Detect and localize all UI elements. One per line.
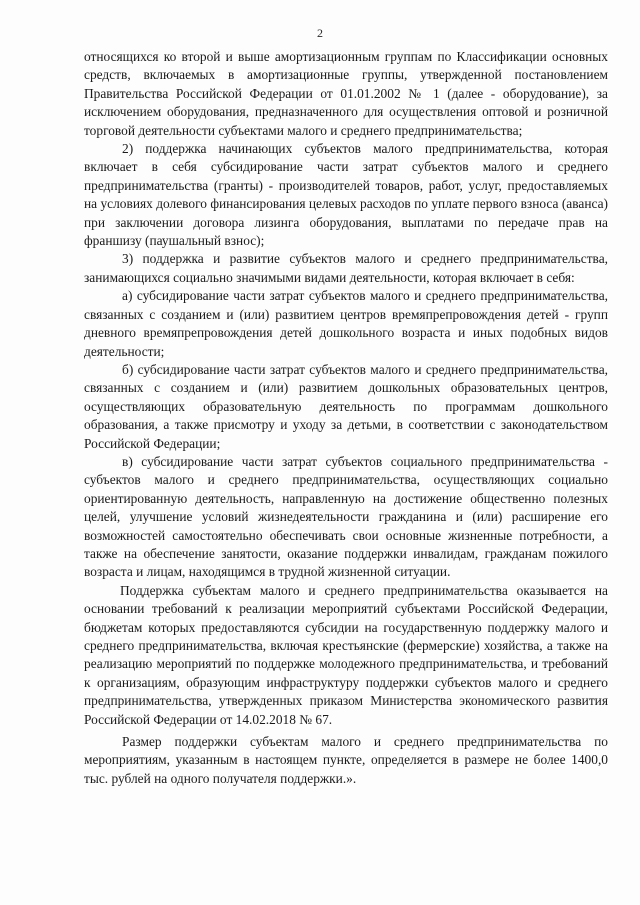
paragraph-subitem-b: б) субсидирование части затрат субъектов малого и среднего предпринимательства, связанных с созданием и (или) развитием дошкольных образовательных центров, осуществляющих образовательную деятельность по программам дошкольного образования, а также присмотру и уходу за детьми, в соответствии с законодательством Российской Федерации;	[84, 361, 608, 451]
paragraph-item-2: 2) поддержка начинающих субъектов малого предпринимательства, которая включает в себя субсидирование части затрат субъектов малого и среднего предпринимательства (гранты) - производителей товаров, работ, услуг, предоставляемых на условиях долевого финансирования целевых расходов по уплате первого взноса (аванса) при заключении договора лизинга оборудования, выплатами по передаче прав на франшизу (паушальный взнос);	[84, 141, 608, 249]
paragraph-subitem-a: а) субсидирование части затрат субъектов малого и среднего предпринимательства, связанных с созданием и (или) развитием центров времяпрепровождения детей - групп дневного времяпрепровождения детей дошкольного возраста и иных подобных видов деятельности;	[84, 288, 608, 359]
document-body	[84, 48, 608, 788]
paragraph-support-basis: Поддержка субъектам малого и среднего предпринимательства оказывается на основании требований к реализации мероприятий субъектами Российской Федерации, бюджетам которых предоставляются субсидии на государственную поддержку малого и среднего предпринимательства, включая крестьянские (фермерские) хозяйства, а также на реализацию мероприятий по поддержке молодежного предпринимательства, и требований к организациям, образующим инфраструктуру поддержки субъектов малого и среднего предпринимательства, утвержденных приказом Министерства экономического развития Российской Федерации от 14.02.2018 № 67.	[84, 582, 608, 727]
paragraph-subitem-v: в) субсидирование части затрат субъектов социального предпринимательства - субъектов малого и среднего предпринимательства, осуществляющих социально ориентированную деятельность, направленную на достижение общественно полезных целей, улучшение условий жизнедеятельности гражданина и (или) расширение его возможностей самостоятельно обеспечивать свои основные жизненные потребности, а также на обеспечение занятости, оказание поддержки инвалидам, гражданам пожилого возраста и лицам, находящимся в трудной жизненной ситуации.	[84, 453, 608, 580]
paragraph-support-amount: Размер поддержки субъектам малого и среднего предпринимательства по мероприятиям, указанным в настоящем пункте, определяется в размере не более 1400,0 тыс. рублей на одного получателя поддержки.».	[84, 734, 608, 786]
page-number: 2	[317, 26, 323, 40]
paragraph-continuation: относящихся ко второй и выше амортизационным группам по Классификации основных средств, включаемых в амортизационные группы, утвержденной постановлением Правительства Российской Федерации от 01.01.2002 № 1 (далее - оборудование), за исключением оборудования, предназначенного для осуществления оптовой и розничной торговой деятельности субъектами малого и среднего предпринимательства;	[84, 49, 608, 138]
paragraph-item-3: 3) поддержка и развитие субъектов малого и среднего предпринимательства, занимающихся социально значимыми видами деятельности, которая включает в себя:	[84, 251, 608, 285]
